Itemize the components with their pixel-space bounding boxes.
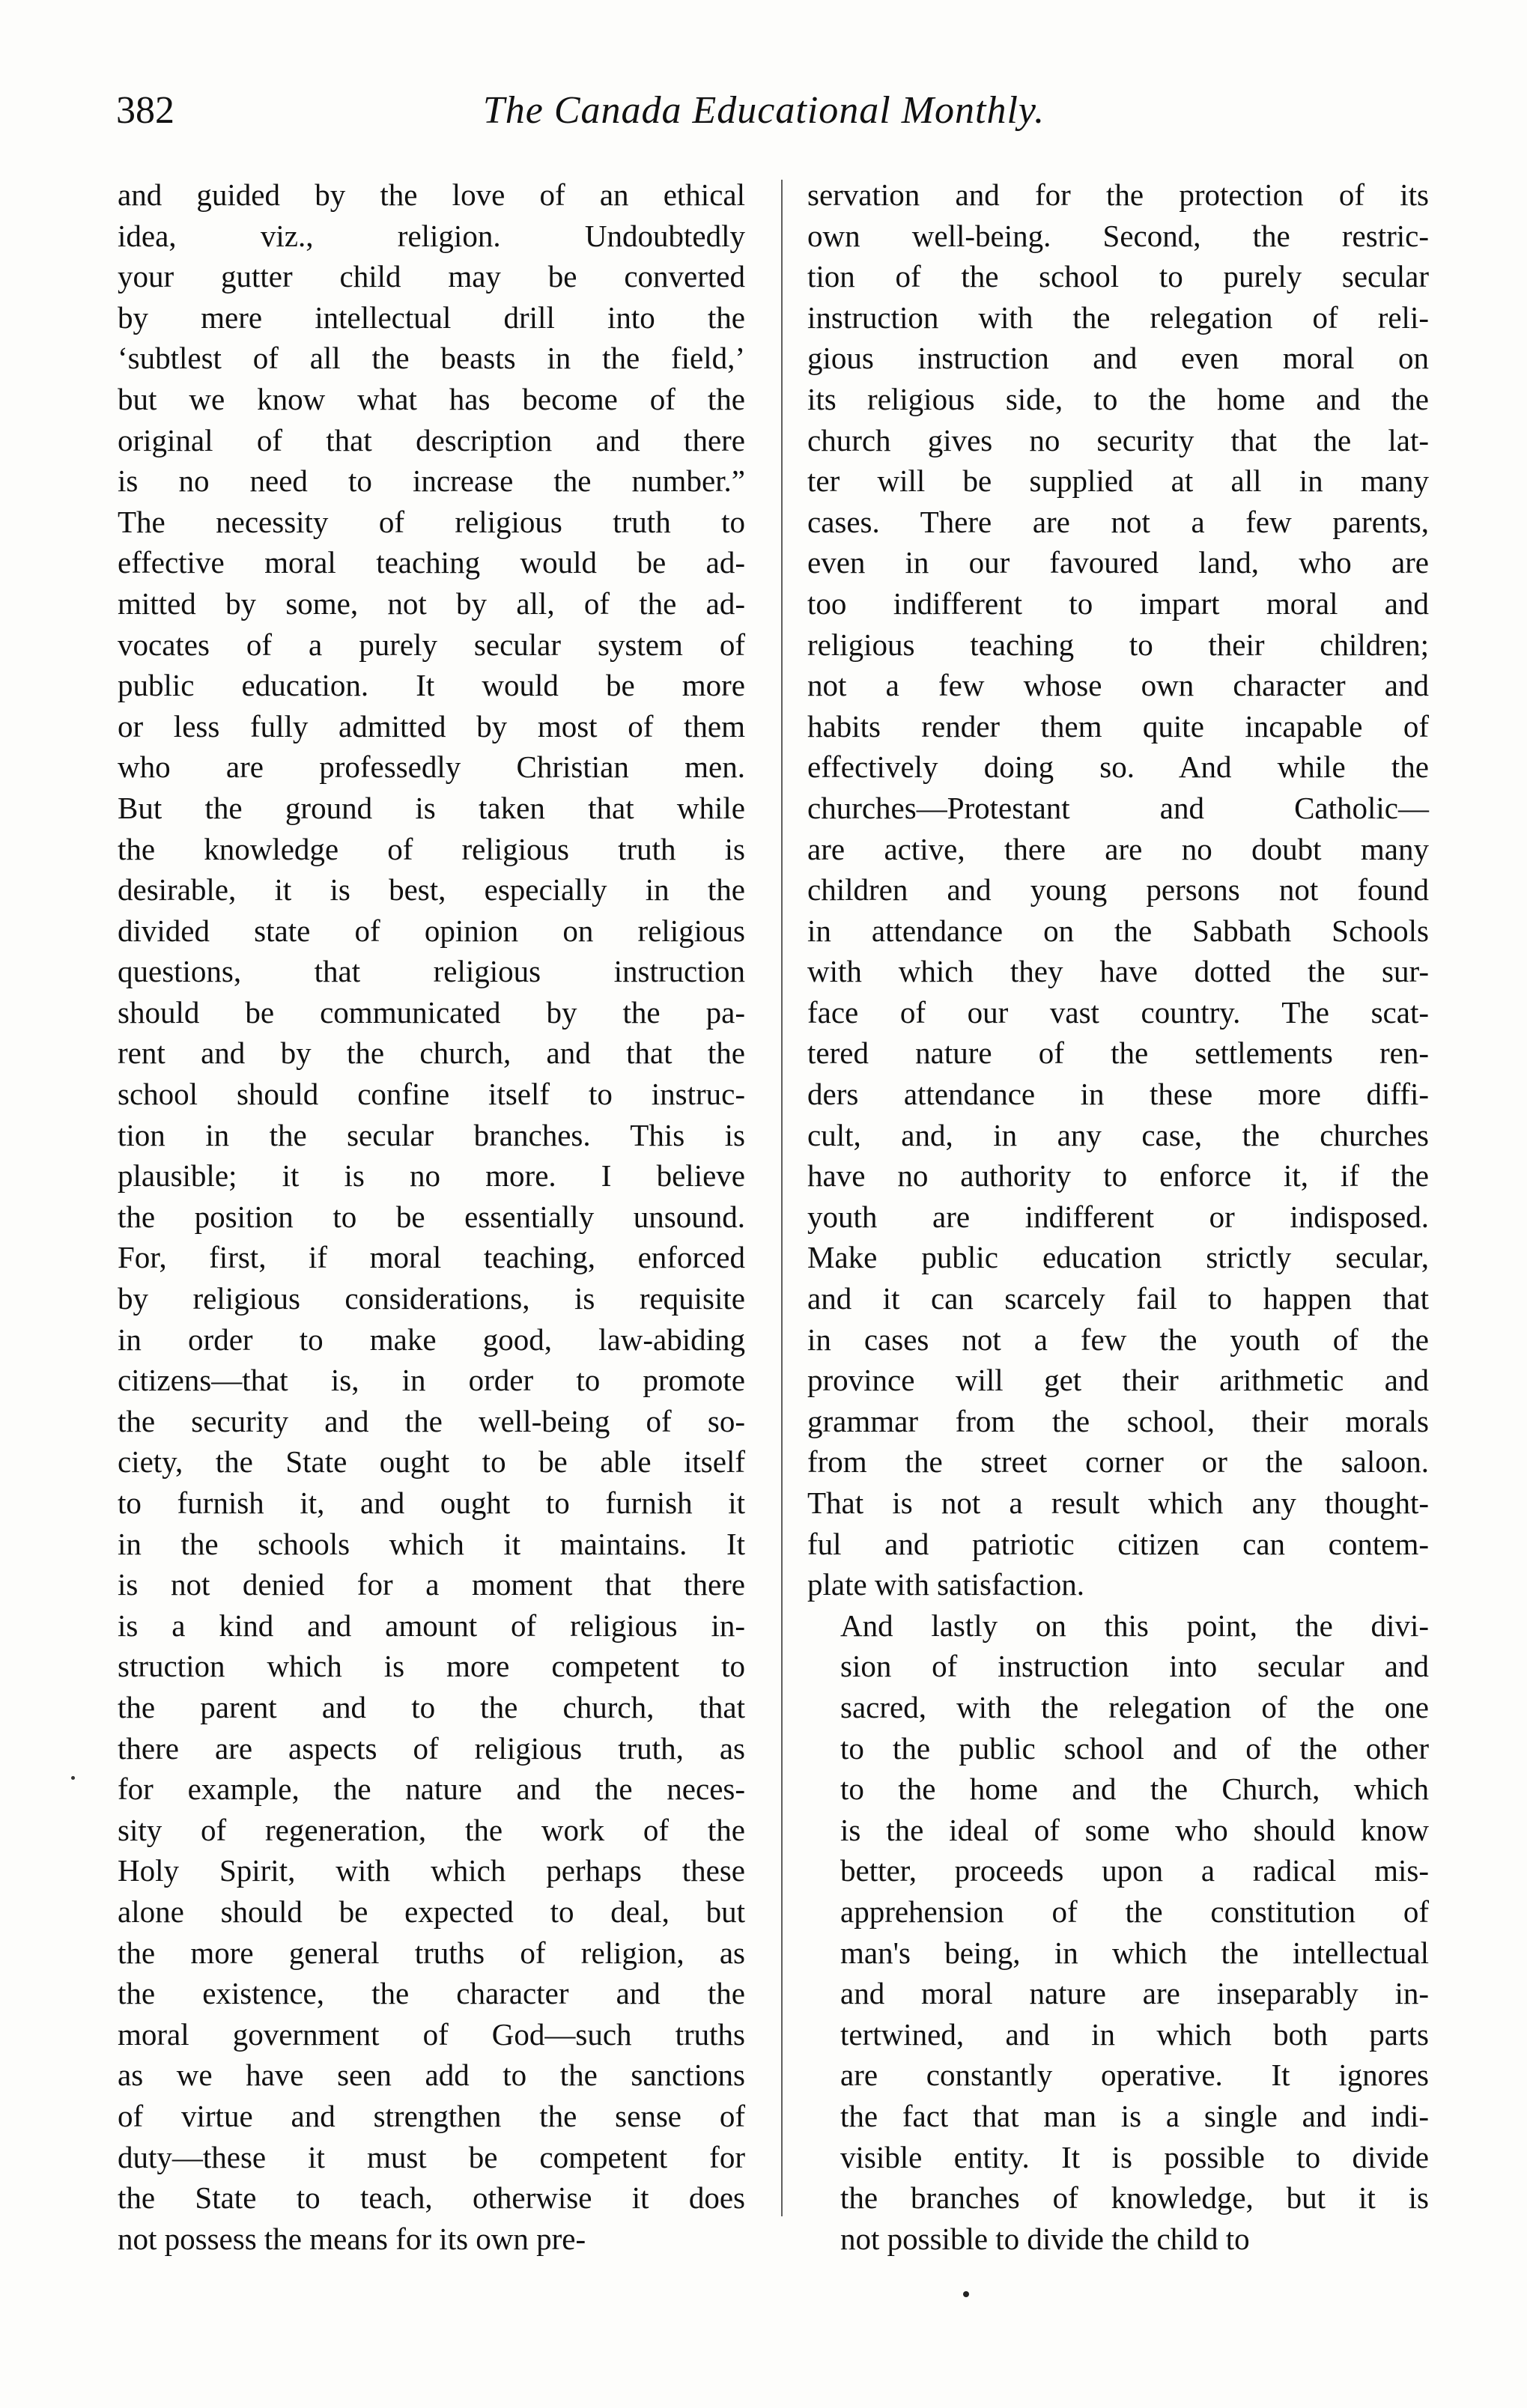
right-column-text-line: children and young persons not found bbox=[807, 872, 1429, 907]
right-column-text-line: cases. There are not a few parents, bbox=[807, 504, 1429, 539]
left-column-text-line: But the ground is taken that while bbox=[118, 790, 745, 825]
left-column-text-line: school should confine itself to instruc- bbox=[118, 1077, 745, 1112]
right-column-text-line: cult, and, in any case, the churches bbox=[807, 1117, 1429, 1152]
left-column-text-line: the position to be essentially unsound. bbox=[118, 1199, 745, 1234]
right-column-text-line: are active, there are no doubt many bbox=[807, 831, 1429, 866]
right-column-text-line: grammar from the school, their morals bbox=[807, 1403, 1429, 1438]
right-column-text-line: the branches of knowledge, but it is bbox=[840, 2180, 1429, 2216]
right-column-text-line: not possible to divide the child to bbox=[840, 2221, 1250, 2256]
right-column-text-line: with which they have dotted the sur- bbox=[807, 954, 1429, 989]
right-column-text-line: sion of instruction into secular and bbox=[840, 1649, 1429, 1684]
right-column-text-line: to the public school and of the other bbox=[840, 1730, 1429, 1766]
right-column-text-line: visible entity. It is possible to divide bbox=[840, 2139, 1429, 2174]
right-column-text-line: too indifferent to impart moral and bbox=[807, 586, 1429, 621]
left-column-text-line: in the schools which it maintains. It bbox=[118, 1526, 745, 1561]
right-column-text-line: even in our favoured land, who are bbox=[807, 545, 1429, 580]
left-column-text-line: idea, viz., religion. Undoubtedly bbox=[118, 218, 745, 253]
left-column-text-line: as we have seen add to the sanctions bbox=[118, 2058, 745, 2093]
right-column-text-line: churches—Protestant and Catholic— bbox=[807, 790, 1429, 825]
right-column-text-line: the fact that man is a single and indi- bbox=[840, 2098, 1429, 2133]
left-column bbox=[118, 174, 745, 2259]
right-column-text-line: better, proceeds upon a radical mis- bbox=[840, 1853, 1429, 1888]
left-column-text-line: For, first, if moral teaching, enforced bbox=[118, 1240, 745, 1275]
left-column-text-line: should be communicated by the pa- bbox=[118, 994, 745, 1030]
page-number: 382 bbox=[116, 89, 174, 132]
left-column-text-line: for example, the nature and the neces- bbox=[118, 1772, 745, 1807]
left-column-text-line: the more general truths of religion, as bbox=[118, 1935, 745, 1970]
left-column-text-line: in order to make good, law-abiding bbox=[118, 1322, 745, 1357]
right-column-text-line: plate with satisfaction. bbox=[807, 1567, 1085, 1602]
right-column-text-line: sacred, with the relegation of the one bbox=[840, 1689, 1429, 1724]
left-column-text-line: and guided by the love of an ethical bbox=[118, 177, 745, 212]
right-column-text-line: tered nature of the settlements ren- bbox=[807, 1036, 1429, 1071]
left-column-text-line: ciety, the State ought to be able itself bbox=[118, 1444, 745, 1480]
right-column-paragraph-2 bbox=[807, 1605, 1429, 2260]
left-column-text-line: is not denied for a moment that there bbox=[118, 1567, 745, 1602]
right-column-paragraph-1 bbox=[807, 174, 1429, 1605]
left-column-text-line: Holy Spirit, with which perhaps these bbox=[118, 1853, 745, 1888]
right-column-text-line: habits render them quite incapable of bbox=[807, 708, 1429, 744]
left-column-text-line: The necessity of religious truth to bbox=[118, 504, 745, 539]
left-column-text-line: the security and the well-being of so- bbox=[118, 1403, 745, 1438]
left-column-text-line: desirable, it is best, especially in the bbox=[118, 872, 745, 907]
left-column-text-line: is no need to increase the number.” bbox=[118, 463, 745, 499]
right-column-text-line: ter will be supplied at all in many bbox=[807, 463, 1429, 499]
left-column-text-line: the knowledge of religious truth is bbox=[118, 831, 745, 866]
right-column-text-line: ders attendance in these more diffi- bbox=[807, 1077, 1429, 1112]
margin-speck bbox=[71, 1776, 75, 1780]
left-column-text-line: your gutter child may be converted bbox=[118, 259, 745, 294]
left-column-text-line: questions, that religious instruction bbox=[118, 954, 745, 989]
right-column-text-line: in attendance on the Sabbath Schools bbox=[807, 913, 1429, 948]
right-column-text-line: And lastly on this point, the divi- bbox=[840, 1608, 1429, 1643]
left-column-text-line: but we know what has become of the bbox=[118, 381, 745, 416]
right-column-text-line: face of our vast country. The scat- bbox=[807, 994, 1429, 1030]
left-column-text-line: is a kind and amount of religious in- bbox=[118, 1608, 745, 1643]
left-column-text-line: to furnish it, and ought to furnish it bbox=[118, 1486, 745, 1520]
right-column-text-line: not a few whose own character and bbox=[807, 668, 1429, 703]
right-column-text-line: man's being, in which the intellectual bbox=[840, 1935, 1429, 1970]
right-column-text-line: and it can scarcely fail to happen that bbox=[807, 1281, 1429, 1316]
left-column-text-line: effective moral teaching would be ad- bbox=[118, 545, 745, 580]
right-column-text-line: in cases not a few the youth of the bbox=[807, 1322, 1429, 1357]
left-column-text-line: mitted by some, not by all, of the ad- bbox=[118, 586, 745, 621]
left-column-text-line: duty—these it must be competent for bbox=[118, 2139, 745, 2174]
left-column-text-line: struction which is more competent to bbox=[118, 1649, 745, 1684]
left-column-text-line: or less fully admitted by most of them bbox=[118, 708, 745, 744]
right-column bbox=[807, 174, 1429, 2259]
right-column-text-line: ful and patriotic citizen can contem- bbox=[807, 1526, 1429, 1561]
right-column-text-line: to the home and the Church, which bbox=[840, 1772, 1429, 1807]
right-column-text-line: gious instruction and even moral on bbox=[807, 341, 1429, 376]
right-column-text-line: Make public education strictly secular, bbox=[807, 1240, 1429, 1275]
right-column-text-line: tertwined, and in which both parts bbox=[840, 2016, 1429, 2052]
right-column-text-line: religious teaching to their children; bbox=[807, 627, 1429, 662]
left-column-text-line: moral government of God—such truths bbox=[118, 2016, 745, 2052]
left-column-paragraph bbox=[118, 174, 745, 2259]
footer-dot bbox=[963, 2291, 969, 2297]
running-head bbox=[116, 88, 1412, 148]
right-column-text-line: is the ideal of some who should know bbox=[840, 1812, 1429, 1847]
right-column-text-line: own well-being. Second, the restric- bbox=[807, 218, 1429, 253]
left-column-text-line: the existence, the character and the bbox=[118, 1976, 745, 2011]
right-column-text-line: youth are indifferent or indisposed. bbox=[807, 1199, 1429, 1234]
left-column-text-line: tion in the secular branches. This is bbox=[118, 1117, 745, 1152]
left-column-text-line: plausible; it is no more. I believe bbox=[118, 1158, 745, 1194]
left-column-text-line: divided state of opinion on religious bbox=[118, 913, 745, 948]
left-column-text-line: citizens—that is, in order to promote bbox=[118, 1363, 745, 1398]
left-column-text-line: original of that description and there bbox=[118, 422, 745, 457]
left-column-text-line: there are aspects of religious truth, as bbox=[118, 1730, 745, 1766]
right-column-text-line: have no authority to enforce it, if the bbox=[807, 1158, 1429, 1194]
left-column-text-line: of virtue and strengthen the sense of bbox=[118, 2098, 745, 2133]
journal-title: The Canada Educational Monthly. bbox=[482, 89, 1045, 132]
left-column-text-line: public education. It would be more bbox=[118, 668, 745, 703]
left-column-text-line: alone should be expected to deal, but bbox=[118, 1894, 745, 1929]
left-column-text-line: who are professedly Christian men. bbox=[118, 750, 745, 785]
left-column-text-line: rent and by the church, and that the bbox=[118, 1036, 745, 1071]
right-column-text-line: its religious side, to the home and the bbox=[807, 381, 1429, 416]
left-column-text-line: by religious considerations, is requisite bbox=[118, 1281, 745, 1316]
right-column-text-line: province will get their arithmetic and bbox=[807, 1363, 1429, 1398]
left-column-text-line: vocates of a purely secular system of bbox=[118, 627, 745, 662]
right-column-text-line: from the street corner or the saloon. bbox=[807, 1444, 1429, 1480]
right-column-text-line: tion of the school to purely secular bbox=[807, 259, 1429, 294]
left-column-text-line: ‘subtlest of all the beasts in the field,’ bbox=[118, 341, 745, 376]
right-column-text-line: effectively doing so. And while the bbox=[807, 750, 1429, 785]
column-divider bbox=[781, 180, 783, 2216]
right-column-text-line: church gives no security that the lat- bbox=[807, 422, 1429, 457]
left-column-text-line: the State to teach, otherwise it does bbox=[118, 2180, 745, 2216]
right-column-text-line: apprehension of the constitution of bbox=[840, 1894, 1429, 1929]
left-column-text-line: the parent and to the church, that bbox=[118, 1689, 745, 1724]
right-column-text-line: instruction with the relegation of reli- bbox=[807, 300, 1429, 335]
right-column-text-line: and moral nature are inseparably in- bbox=[840, 1976, 1429, 2011]
right-column-text-line: servation and for the protection of its bbox=[807, 177, 1429, 212]
right-column-text-line: That is not a result which any thought- bbox=[807, 1486, 1429, 1520]
left-column-text-line: sity of regeneration, the work of the bbox=[118, 1812, 745, 1847]
left-column-text-line: not possess the means for its own pre- bbox=[118, 2221, 586, 2256]
right-column-text-line: are constantly operative. It ignores bbox=[840, 2058, 1429, 2093]
left-column-text-line: by mere intellectual drill into the bbox=[118, 300, 745, 335]
